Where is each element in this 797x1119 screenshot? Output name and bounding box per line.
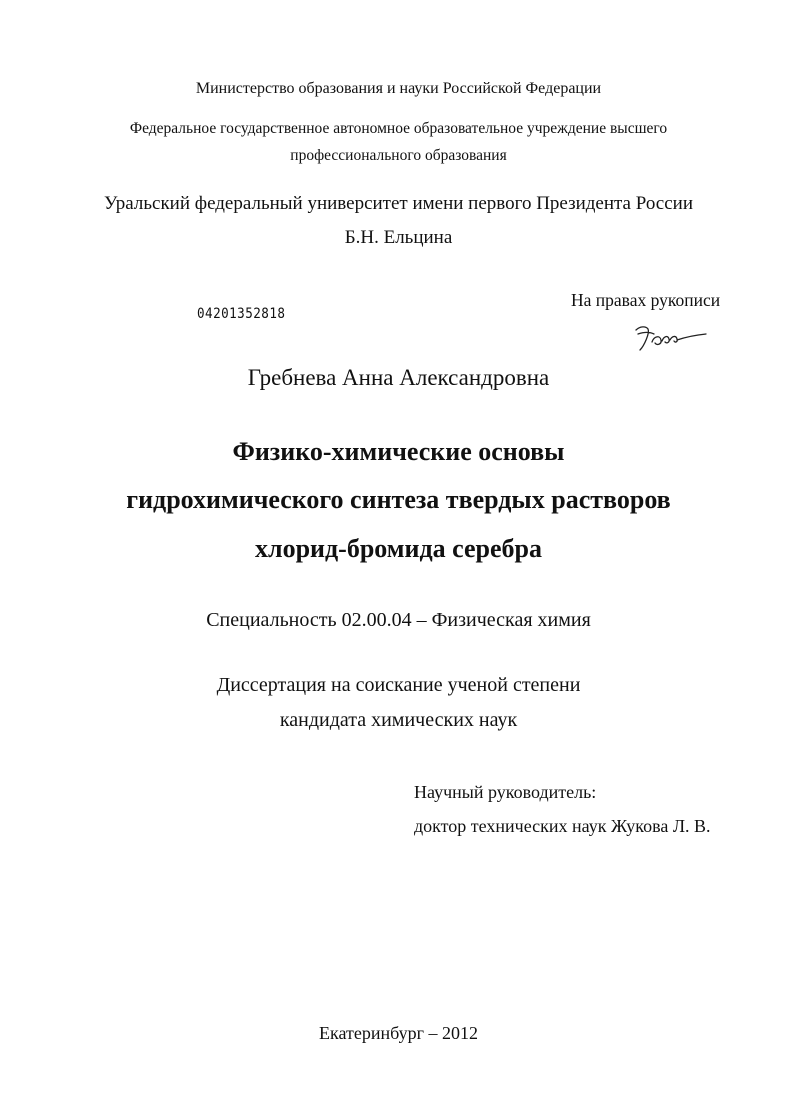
university-line-2: Б.Н. Ельцина <box>344 227 453 248</box>
title-line-1: Физико-химические основы <box>232 437 565 466</box>
supervisor-label: Научный руководитель: <box>414 782 597 802</box>
city-year: Екатеринбург – 2012 <box>319 1023 478 1043</box>
catalog-code: 04201352818 <box>197 306 286 322</box>
institution-line-2: профессионального образования <box>290 147 507 164</box>
title-line-3: хлорид-бромида серебра <box>254 534 542 563</box>
manuscript-rights-note: На правах рукописи <box>571 290 721 310</box>
university-line-1: Уральский федеральный университет имени первого Президента России <box>103 193 694 214</box>
title-line-2: гидрохимического синтеза твердых растворов <box>126 485 671 514</box>
ministry-line: Министерство образования и науки Российской Федерации <box>195 80 602 97</box>
handwritten-signature <box>630 320 710 354</box>
supervisor-name: доктор технических наук Жукова Л. В. <box>414 816 711 836</box>
dissertation-line-2: кандидата химических наук <box>279 709 518 731</box>
specialty-line: Специальность 02.00.04 – Физическая химия <box>206 609 591 631</box>
dissertation-line-1: Диссертация на соискание ученой степени <box>216 674 581 696</box>
institution-line-1: Федеральное государственное автономное образовательное учреждение высшего <box>129 120 668 137</box>
author-name: Гребнева Анна Александровна <box>247 365 550 390</box>
